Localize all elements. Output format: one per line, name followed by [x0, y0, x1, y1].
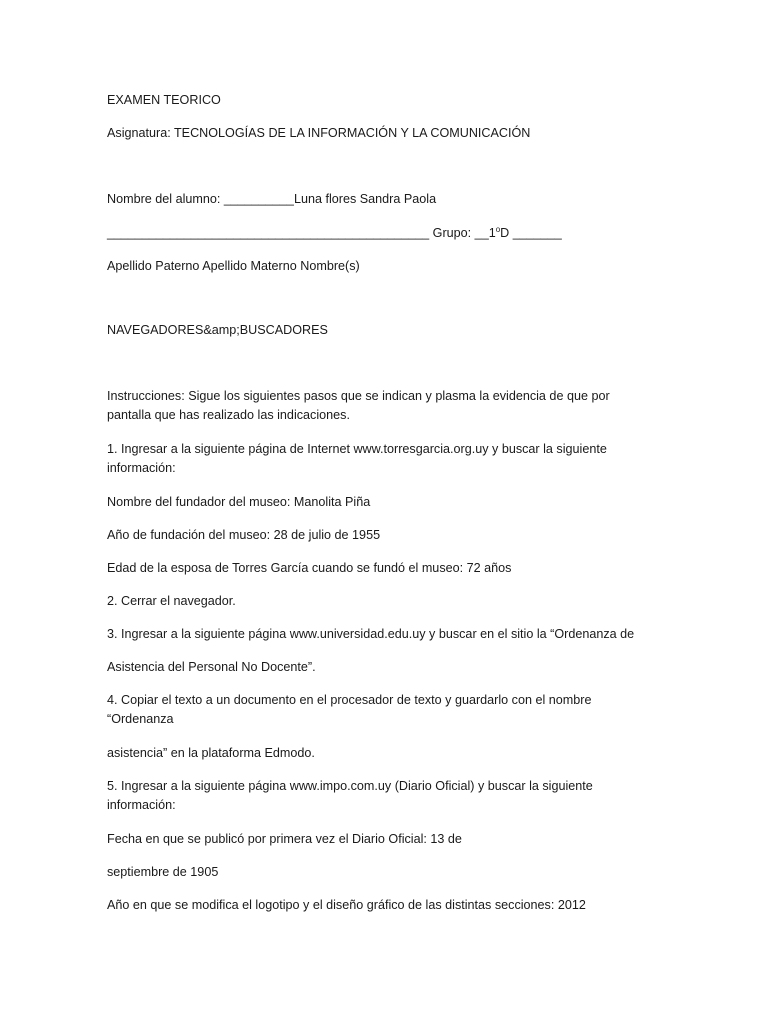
instructions-paragraph: Instrucciones: Sigue los siguientes pasos que se indican y plasma la evidencia de que por pantalla que has realizado las indicaciones. — [107, 389, 610, 422]
step-1-answer-year: Año de fundación del museo: 28 de julio de 1955 — [107, 528, 381, 542]
group-line — [107, 224, 667, 243]
section-heading: NAVEGADORES&amp;BUSCADORES — [107, 323, 328, 337]
step-1-answer-age: Edad de la esposa de Torres García cuando se fundó el museo: 72 años — [107, 561, 512, 575]
step-5-answer-date-line-1: Fecha en que se publicó por primera vez el Diario Oficial: 13 de — [107, 832, 462, 846]
group-superscript: o — [495, 224, 501, 234]
name-labels: Apellido Paterno Apellido Materno Nombre(s) — [107, 259, 360, 273]
step-5-answer-date-line-2: septiembre de 1905 — [107, 865, 219, 879]
step-4-line-2: asistencia” en la plataforma Edmodo. — [107, 746, 315, 760]
step-3-line-2: Asistencia del Personal No Docente”. — [107, 660, 316, 674]
step-1-answer-founder: Nombre del fundador del museo: Manolita Piña — [107, 495, 371, 509]
group-line-before: ______________________________________________ Grupo: __1 — [107, 226, 496, 240]
subject-line: Asignatura: TECNOLOGÍAS DE LA INFORMACIÓN Y LA COMUNICACIÓN — [107, 126, 531, 140]
step-1: 1. Ingresar a la siguiente página de Internet www.torresgarcia.org.uy y buscar la siguiente información: — [107, 442, 607, 475]
group-line-after: D _______ — [500, 226, 562, 240]
step-5: 5. Ingresar a la siguiente página www.impo.com.uy (Diario Oficial) y buscar la siguiente información: — [107, 779, 593, 812]
step-3-line-1: 3. Ingresar a la siguiente página www.universidad.edu.uy y buscar en el sitio la “Ordenanza de — [107, 627, 635, 641]
step-2: 2. Cerrar el navegador. — [107, 594, 236, 608]
step-4-line-1: 4. Copiar el texto a un documento en el procesador de texto y guardarlo con el nombre “Ordenanza — [107, 693, 592, 726]
step-5-answer-logo-year: Año en que se modifica el logotipo y el diseño gráfico de las distintas secciones: 2012 — [107, 898, 586, 912]
document-title: EXAMEN TEORICO — [107, 93, 221, 107]
student-name-line: Nombre del alumno: __________Luna flores Sandra Paola — [107, 192, 437, 206]
